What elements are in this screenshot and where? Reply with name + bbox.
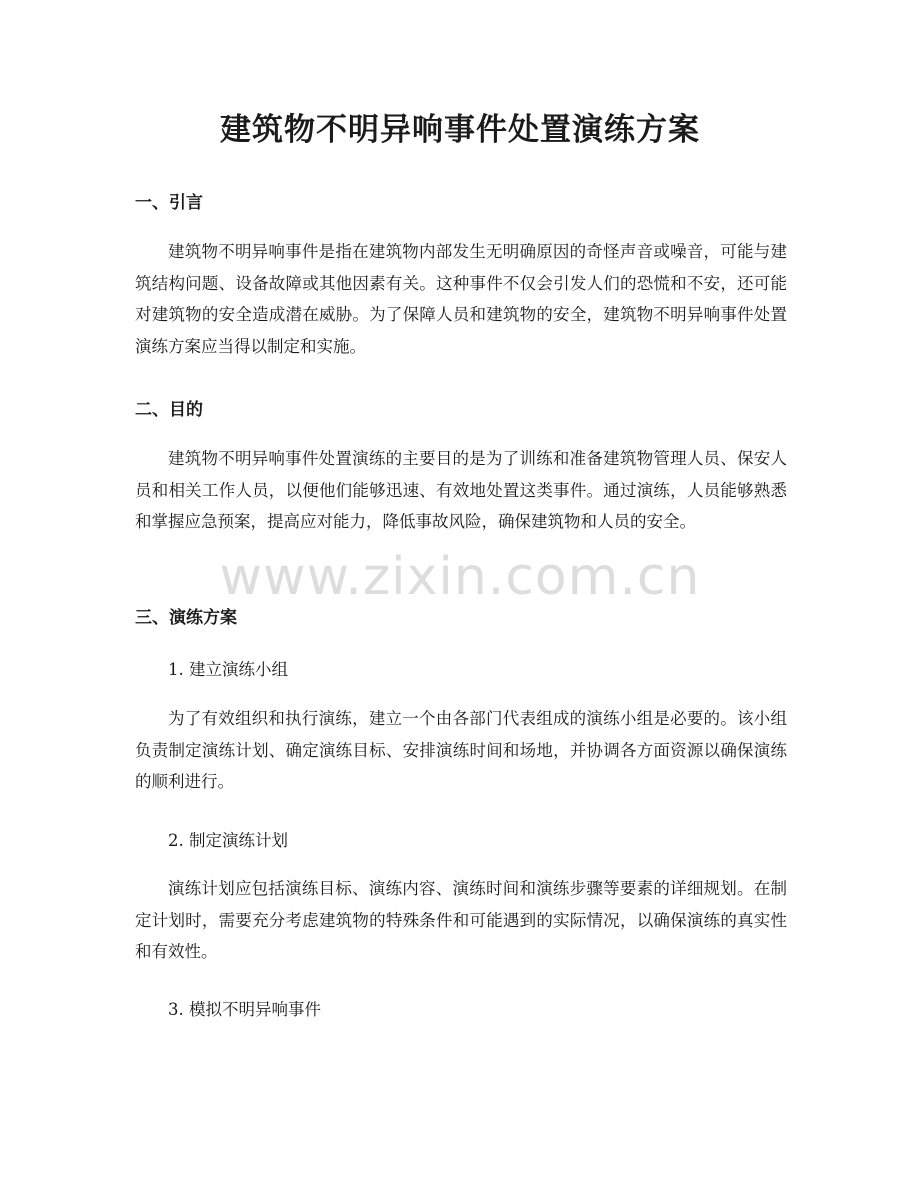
- section-paragraph-introduction: 建筑物不明异响事件是指在建筑物内部发生无明确原因的奇怪声音或噪音，可能与建筑结构问题、设备故障或其他因素有关。这种事件不仅会引发人们的恐慌和不安，还可能对建筑物的安全造成潜在威胁。为了保障人员和建筑物的安全，建筑物不明异响事件处置演练方案应当得以制定和实施。: [135, 242, 787, 356]
- section-paragraph-purpose: 建筑物不明异响事件处置演练的主要目的是为了训练和准备建筑物管理人员、保安人员和相关工作人员，以便他们能够迅速、有效地处置这类事件。通过演练，人员能够熟悉和掌握应急预案，提高应对能力，降低事故风险，确保建筑物和人员的安全。: [135, 449, 787, 531]
- subsection-paragraph-drill-group: 为了有效组织和执行演练，建立一个由各部门代表组成的演练小组是必要的。该小组负责制定演练计划、确定演练目标、安排演练时间和场地，并协调各方面资源以确保演练的顺利进行。: [135, 709, 787, 791]
- subsection-title-simulate-event: 3. 模拟不明异响事件: [168, 1000, 321, 1019]
- document-title: 建筑物不明异响事件处置演练方案: [220, 112, 700, 148]
- section-heading-introduction: 一、引言: [135, 193, 203, 213]
- watermark: www.zixin.com.cn: [219, 547, 701, 607]
- subsection-title-drill-schedule: 2. 制定演练计划: [168, 831, 288, 850]
- section-heading-drill-plan: 三、演练方案: [135, 608, 237, 628]
- subsection-title-drill-group: 1. 建立演练小组: [168, 660, 288, 679]
- section-heading-purpose: 二、目的: [135, 400, 203, 420]
- subsection-paragraph-drill-schedule: 演练计划应包括演练目标、演练内容、演练时间和演练步骤等要素的详细规划。在制定计划时，需要充分考虑建筑物的特殊条件和可能遇到的实际情况，以确保演练的真实性和有效性。: [135, 879, 787, 961]
